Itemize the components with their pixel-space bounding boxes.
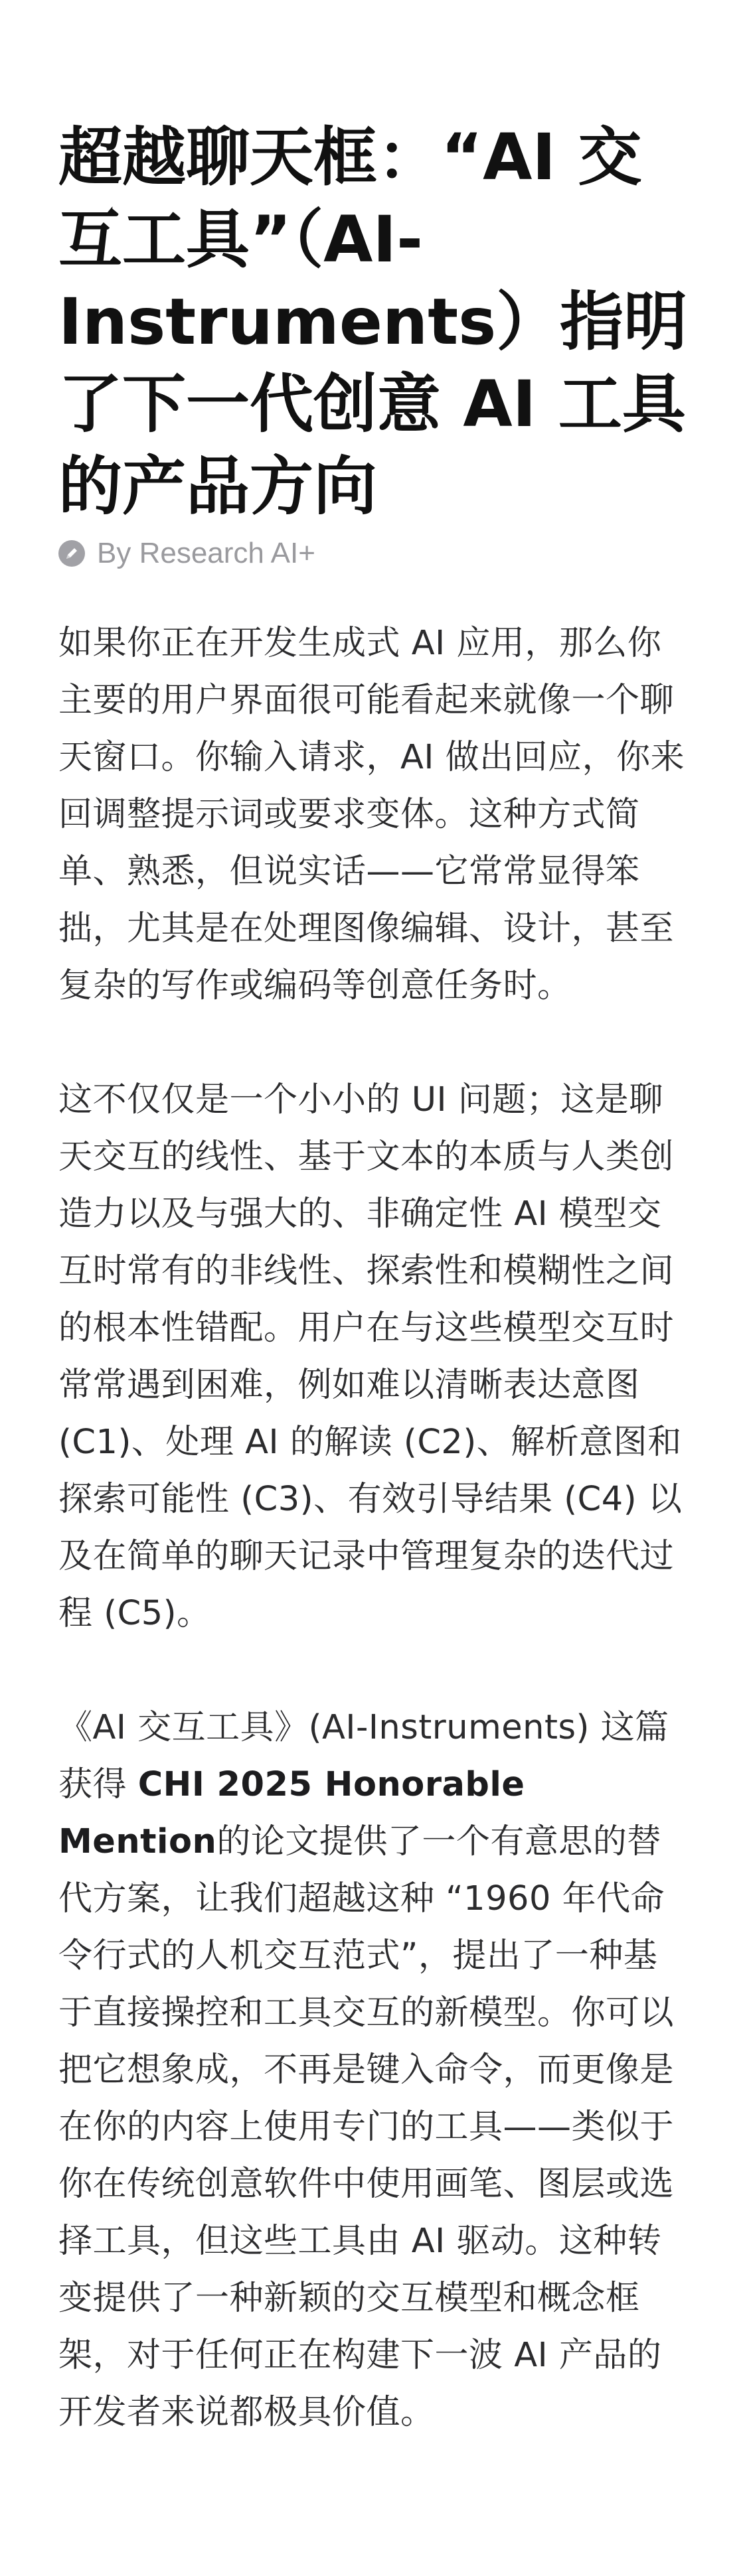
byline-text: By Research AI+ bbox=[97, 537, 315, 569]
paragraph-3 bbox=[58, 1699, 691, 2441]
paragraph-3-lead: 《AI 交互工具》(AI-Instruments) 这篇获得 bbox=[58, 1708, 669, 1804]
paragraph-3-rest: 的论文提供了一个有意思的替代方案，让我们超越这种 “1960 年代命令行式的人机交互范式”，提出了一种基于直接操控和工具交互的新模型。你可以把它想象成，不再是键入命令，而更像是在你的内容上使用专门的工具——类似于你在传统创意软件中使用画笔、图层或选择工具，但这些工具由 AI 驱动。这种转变提供了一种新颖的交互模型和概念框架，对于任何正在构建下一波 AI 产品的开发者来说都极具价值。 bbox=[58, 1822, 675, 2432]
award-highlight: CHI 2025 Honorable Mention bbox=[58, 1765, 525, 1861]
pen-circle-icon bbox=[58, 540, 85, 567]
article-title: 超越聊天框：“AI 交互工具”（AI-Instruments）指明了下一代创意 AI 工具的产品方向 bbox=[58, 120, 688, 524]
article-body bbox=[58, 615, 691, 2441]
byline bbox=[58, 537, 691, 570]
paragraph-2: 这不仅仅是一个小小的 UI 问题；这是聊天交互的线性、基于文本的本质与人类创造力以及与强大的、非确定性 AI 模型交互时常有的非线性、探索性和模糊性之间的根本性错配。用户在与这些模型交互时常常遇到困难，例如难以清晰表达意图 (C1)、处理 AI 的解读 (C2)、解析意图和探索可能性 (C3)、有效引导结果 (C4) 以及在简单的聊天记录中管理复杂的迭代过程 (C5)。 bbox=[58, 1080, 683, 1633]
paragraph-1: 如果你正在开发生成式 AI 应用，那么你主要的用户界面很可能看起来就像一个聊天窗口。你输入请求，AI 做出回应，你来回调整提示词或要求变体。这种方式简单、熟悉，但说实话——它常常显得笨拙，尤其是在处理图像编辑、设计，甚至复杂的写作或编码等创意任务时。 bbox=[58, 624, 685, 1005]
